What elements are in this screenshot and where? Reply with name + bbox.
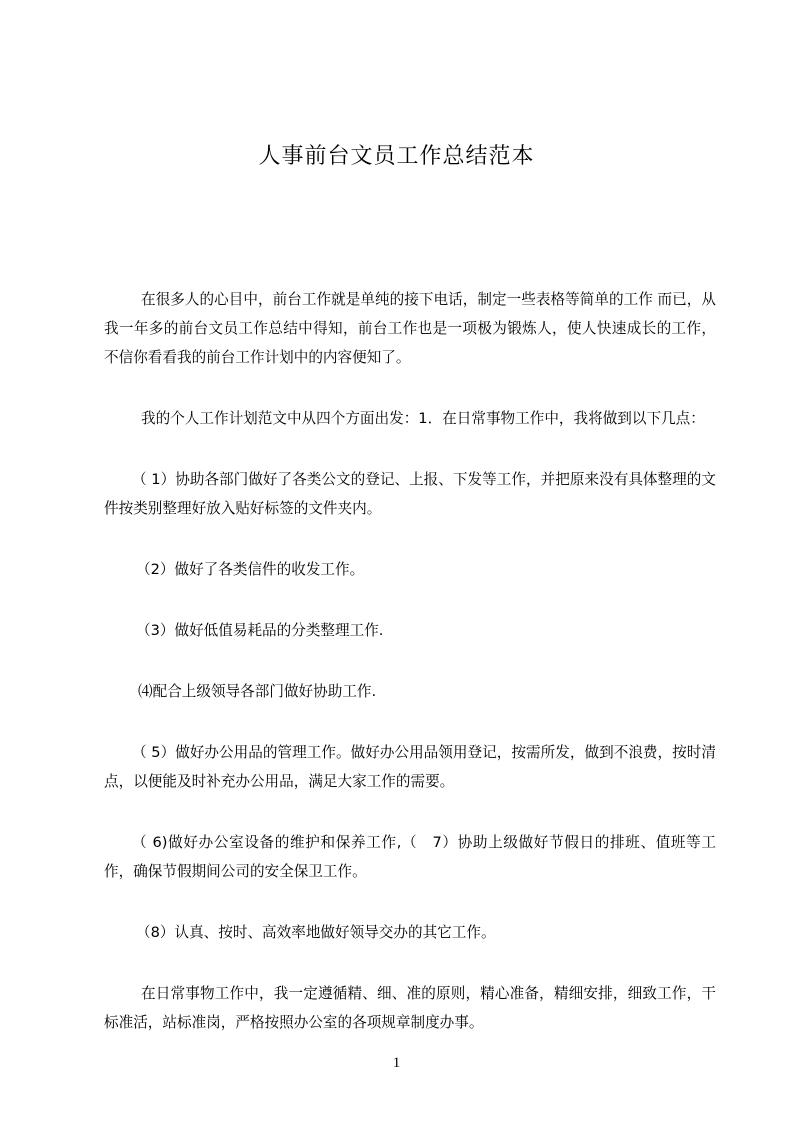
page-number: 1 <box>392 1055 401 1071</box>
paragraph-item-1: （ 1）协助各部门做好了各类公文的登记、上报、下发等工作，并把原来没有具体整理的文件按类别整理好放入贴好标签的文件夹内。 <box>104 471 716 517</box>
paragraph-plan-overview: 我的个人工作计划范文中从四个方面出发：1．在日常事物工作中，我将做到以下几点： <box>141 410 705 427</box>
document-title: 人事前台文员工作总结范本 <box>258 144 535 169</box>
paragraph-item-6-7: （ 6)做好办公室设备的维护和保养工作,（ 7）协助上级做好节假日的排班、值班等工作，确保节假期间公司的安全保卫工作。 <box>104 834 716 880</box>
paragraph-intro: 在很多人的心目中，前台工作就是单纯的接下电话，制定一些表格等简单的工作 而已，从我一年多的前台文员工作总结中得知，前台工作也是一项极为锻炼人，使人快速成长的工作，不信你看看我的前台工作计划中的内容便知了。 <box>104 291 716 366</box>
paragraph-conclusion: 在日常事物工作中，我一定遵循精、细、准的原则，精心准备，精细安排，细致工作，干标准活，站标准岗，严格按照办公室的各项规章制度办事。 <box>104 985 716 1031</box>
paragraph-item-2: （2）做好了各类信件的收发工作。 <box>136 561 365 578</box>
paragraph-item-5: （ 5）做好办公用品的管理工作。做好办公用品领用登记，按需所发，做到不浪费，按时清点，以便能及时补充办公用品，满足大家工作的需要。 <box>104 744 716 790</box>
paragraph-item-3: （3）做好低值易耗品的分类整理工作. <box>136 622 384 639</box>
paragraph-item-4: ⑷配合上级领导各部门做好协助工作. <box>138 683 377 700</box>
paragraph-item-8: （8）认真、按时、高效率地做好领导交办的其它工作。 <box>136 924 496 941</box>
document-body <box>104 285 716 1069</box>
